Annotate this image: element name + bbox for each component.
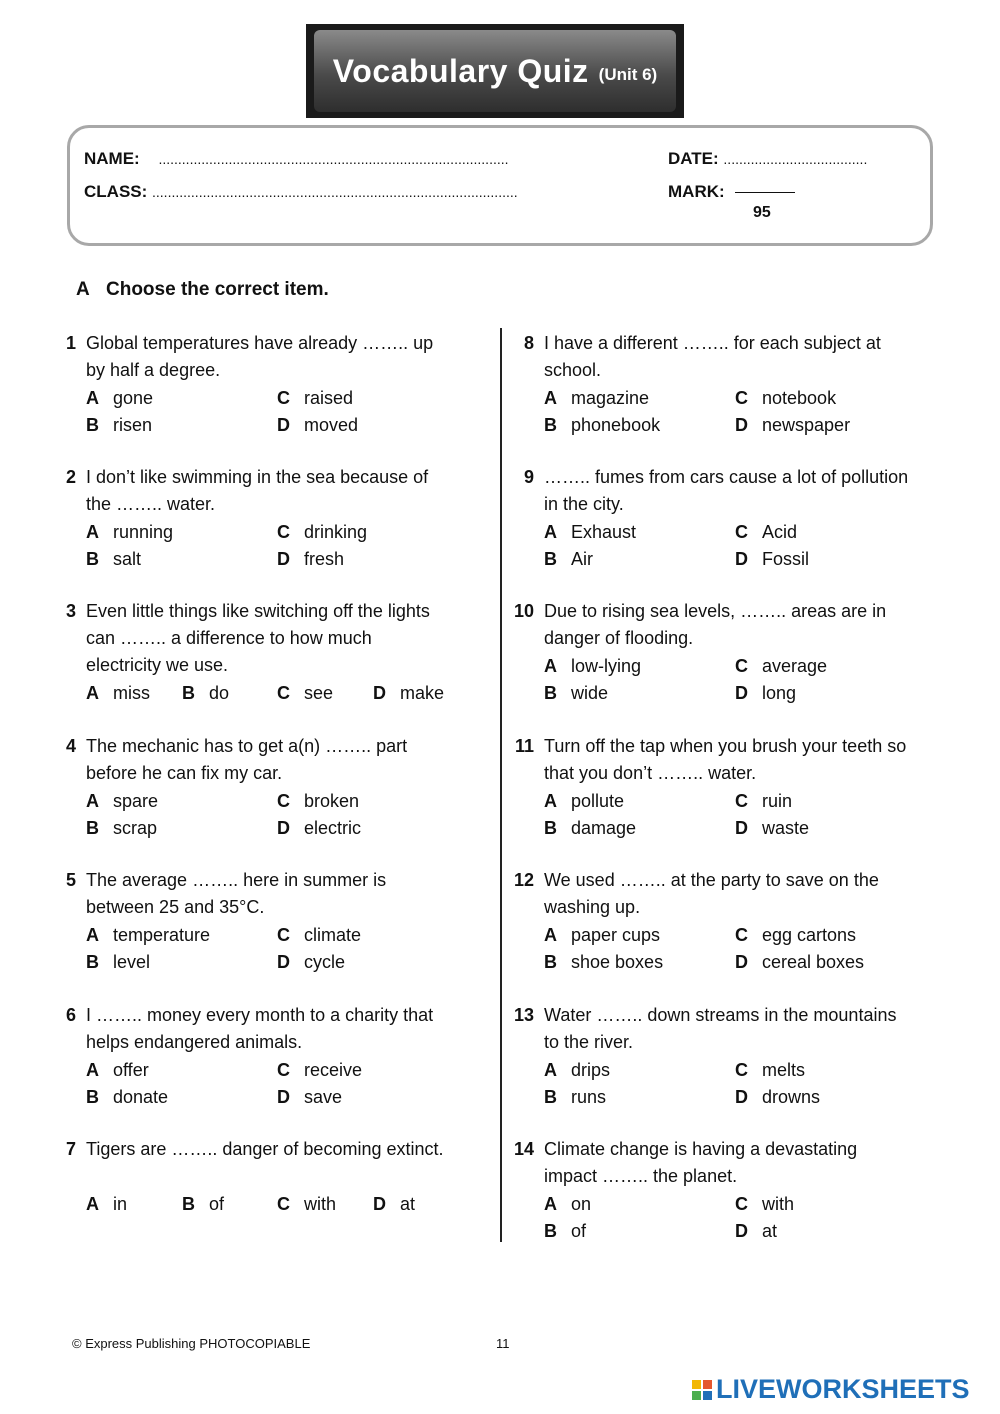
- option-text: in: [113, 1194, 128, 1214]
- page-number: 11: [496, 1336, 510, 1351]
- option-c[interactable]: [735, 519, 797, 546]
- option-letter: B: [544, 952, 557, 972]
- section-heading: [76, 279, 329, 301]
- option-d[interactable]: [735, 1218, 777, 1245]
- option-letter: B: [86, 818, 99, 838]
- option-d[interactable]: [373, 680, 444, 707]
- section-instruction: Choose the correct item.: [106, 279, 329, 300]
- option-text: climate: [304, 925, 362, 945]
- liveworksheets-logo: [692, 1374, 970, 1405]
- option-letter: B: [544, 818, 557, 838]
- option-text: with: [762, 1194, 795, 1214]
- option-text: damage: [571, 818, 637, 838]
- option-letter: C: [735, 925, 748, 945]
- option-text: offer: [113, 1060, 149, 1080]
- option-text: pollute: [571, 791, 625, 811]
- option-letter: A: [86, 1060, 99, 1080]
- option-letter: D: [735, 415, 748, 435]
- option-letter: D: [277, 549, 290, 569]
- option-text: make: [400, 683, 445, 703]
- option-letter: A: [86, 791, 99, 811]
- option-letter: A: [544, 925, 557, 945]
- option-letter: C: [735, 388, 748, 408]
- question-number: 9: [523, 467, 534, 487]
- option-letter: D: [277, 415, 290, 435]
- option-letter: D: [277, 818, 290, 838]
- option-text: Exhaust: [571, 522, 637, 542]
- option-b[interactable]: [544, 680, 608, 707]
- option-letter: D: [277, 1087, 290, 1107]
- liveworksheets-icon: [692, 1380, 712, 1400]
- option-text: on: [571, 1194, 592, 1214]
- option-text: runs: [571, 1087, 607, 1107]
- option-letter: D: [735, 818, 748, 838]
- option-b[interactable]: [86, 949, 150, 976]
- question-number: 10: [513, 601, 534, 621]
- option-d[interactable]: [277, 412, 358, 439]
- option-a[interactable]: [544, 653, 641, 680]
- option-d[interactable]: [735, 1084, 820, 1111]
- option-text: cereal boxes: [762, 952, 865, 972]
- option-c[interactable]: [277, 519, 367, 546]
- option-d[interactable]: [373, 1191, 415, 1218]
- option-text: moved: [304, 415, 359, 435]
- question-number: 7: [65, 1139, 76, 1159]
- option-letter: B: [544, 683, 557, 703]
- date-field[interactable]: .....................................: [723, 151, 868, 167]
- option-letter: D: [735, 1221, 748, 1241]
- option-d[interactable]: [277, 815, 361, 842]
- option-text: at: [400, 1194, 416, 1214]
- option-letter: C: [277, 925, 290, 945]
- option-b[interactable]: [544, 1084, 606, 1111]
- option-c[interactable]: [735, 788, 792, 815]
- question-text: We used …….. at the party to save on the washing up.: [544, 870, 879, 917]
- option-text: running: [113, 522, 174, 542]
- question-number: 2: [65, 467, 76, 487]
- name-label: NAME:: [84, 149, 140, 168]
- option-text: scrap: [113, 818, 158, 838]
- name-field[interactable]: ..........................................................................................: [158, 151, 509, 167]
- option-letter: C: [277, 388, 290, 408]
- option-text: spare: [113, 791, 159, 811]
- option-letter: A: [544, 656, 557, 676]
- question-text: Climate change is having a devastating impact …….. the planet.: [544, 1139, 858, 1186]
- option-text: drips: [571, 1060, 611, 1080]
- option-letter: D: [277, 952, 290, 972]
- question-text: Global temperatures have already …….. up by half a degree.: [86, 333, 434, 380]
- option-d[interactable]: [735, 949, 864, 976]
- option-text: miss: [113, 683, 150, 703]
- name-row: [84, 149, 509, 169]
- option-b[interactable]: [86, 412, 152, 439]
- option-letter: C: [735, 522, 748, 542]
- option-letter: A: [86, 522, 99, 542]
- class-field[interactable]: ..............................................................................................: [152, 184, 518, 200]
- option-d[interactable]: [277, 1084, 342, 1111]
- option-text: magazine: [571, 388, 650, 408]
- question-text: The mechanic has to get a(n) …….. part before he can fix my car.: [86, 736, 408, 783]
- option-d[interactable]: [735, 680, 796, 707]
- option-b[interactable]: [544, 546, 593, 573]
- option-b[interactable]: [544, 815, 636, 842]
- mark-label: MARK:: [668, 182, 725, 201]
- question-text: Tigers are …….. danger of becoming extinct.: [86, 1139, 444, 1159]
- option-text: broken: [304, 791, 360, 811]
- option-c[interactable]: [277, 680, 333, 707]
- option-letter: A: [544, 522, 557, 542]
- question-number: 3: [65, 601, 76, 621]
- quiz-title: Vocabulary Quiz: [332, 52, 589, 89]
- option-text: wide: [571, 683, 609, 703]
- option-text: of: [209, 1194, 225, 1214]
- option-text: melts: [762, 1060, 806, 1080]
- option-text: long: [762, 683, 797, 703]
- option-letter: B: [544, 1221, 557, 1241]
- option-a[interactable]: [544, 1057, 610, 1084]
- option-letter: A: [544, 791, 557, 811]
- option-letter: A: [86, 683, 99, 703]
- option-text: Air: [571, 549, 593, 569]
- quiz-title-banner: [306, 24, 684, 118]
- option-a[interactable]: [86, 788, 158, 815]
- option-text: notebook: [762, 388, 837, 408]
- option-text: newspaper: [762, 415, 851, 435]
- class-label: CLASS:: [84, 182, 148, 201]
- question-text: …….. fumes from cars cause a lot of pollution in the city.: [544, 467, 909, 514]
- option-letter: B: [86, 549, 99, 569]
- option-text: cycle: [304, 952, 346, 972]
- option-b[interactable]: [182, 680, 229, 707]
- option-text: average: [762, 656, 828, 676]
- question-number: 14: [513, 1139, 534, 1159]
- option-b[interactable]: [544, 412, 660, 439]
- option-letter: A: [86, 925, 99, 945]
- option-text: electric: [304, 818, 362, 838]
- question-number: 6: [65, 1005, 76, 1025]
- option-letter: B: [86, 952, 99, 972]
- option-text: do: [209, 683, 230, 703]
- option-a[interactable]: [544, 519, 636, 546]
- option-text: phonebook: [571, 415, 661, 435]
- option-text: paper cups: [571, 925, 661, 945]
- question-text: Due to rising sea levels, …….. areas are in danger of flooding.: [544, 601, 887, 648]
- option-text: waste: [762, 818, 810, 838]
- option-d[interactable]: [735, 815, 809, 842]
- option-letter: C: [735, 656, 748, 676]
- option-b[interactable]: [86, 815, 157, 842]
- option-b[interactable]: [86, 1084, 168, 1111]
- question-number: 11: [514, 736, 534, 756]
- option-letter: C: [277, 1194, 290, 1214]
- option-text: of: [571, 1221, 587, 1241]
- option-c[interactable]: [277, 1191, 336, 1218]
- question-text: The average …….. here in summer is between 25 and 35°C.: [86, 870, 387, 917]
- option-text: gone: [113, 388, 154, 408]
- option-letter: B: [86, 415, 99, 435]
- option-c[interactable]: [735, 1057, 805, 1084]
- question-text: Even little things like switching off the lights can …….. a difference to how much electricity we use.: [86, 601, 430, 675]
- option-letter: A: [86, 1194, 99, 1214]
- question-number: 5: [65, 870, 76, 890]
- option-letter: C: [735, 1060, 748, 1080]
- option-a[interactable]: [86, 519, 173, 546]
- question-number: 12: [513, 870, 534, 890]
- option-c[interactable]: [735, 653, 827, 680]
- option-c[interactable]: [277, 385, 353, 412]
- option-letter: D: [735, 952, 748, 972]
- mark-total: 95: [753, 204, 771, 221]
- mark-row: [668, 182, 795, 202]
- option-text: see: [304, 683, 334, 703]
- question-text: Turn off the tap when you brush your teeth so that you don’t …….. water.: [544, 736, 907, 783]
- option-text: salt: [113, 549, 142, 569]
- student-info-box: [67, 125, 933, 246]
- option-text: Acid: [762, 522, 798, 542]
- option-text: fresh: [304, 549, 345, 569]
- question-number: 8: [523, 333, 534, 353]
- question-text: I don’t like swimming in the sea because of the …….. water.: [86, 467, 429, 514]
- option-letter: B: [544, 415, 557, 435]
- option-a[interactable]: [544, 922, 660, 949]
- option-a[interactable]: [86, 922, 210, 949]
- option-letter: D: [373, 683, 386, 703]
- option-letter: C: [277, 1060, 290, 1080]
- option-c[interactable]: [735, 385, 836, 412]
- option-a[interactable]: [544, 1191, 591, 1218]
- option-letter: B: [86, 1087, 99, 1107]
- brand-name: LIVEWORKSHEETS: [716, 1374, 970, 1404]
- option-text: egg cartons: [762, 925, 857, 945]
- question-number: 4: [65, 736, 76, 756]
- option-b[interactable]: [544, 949, 663, 976]
- option-text: temperature: [113, 925, 211, 945]
- option-letter: B: [182, 1194, 195, 1214]
- option-letter: A: [544, 388, 557, 408]
- question-number: 1: [65, 333, 76, 353]
- unit-label: (Unit 6): [598, 65, 658, 84]
- option-a[interactable]: [86, 1191, 127, 1218]
- option-text: Fossil: [762, 549, 810, 569]
- option-d[interactable]: [735, 546, 809, 573]
- option-d[interactable]: [277, 546, 344, 573]
- option-text: ruin: [762, 791, 793, 811]
- option-text: receive: [304, 1060, 363, 1080]
- option-c[interactable]: [735, 922, 856, 949]
- option-text: save: [304, 1087, 343, 1107]
- option-letter: C: [735, 791, 748, 811]
- question-text: Water …….. down streams in the mountains to the river.: [544, 1005, 897, 1052]
- option-text: shoe boxes: [571, 952, 664, 972]
- option-text: risen: [113, 415, 153, 435]
- option-a[interactable]: [86, 1057, 149, 1084]
- option-text: level: [113, 952, 151, 972]
- option-c[interactable]: [277, 1057, 362, 1084]
- option-letter: C: [735, 1194, 748, 1214]
- option-a[interactable]: [86, 385, 153, 412]
- option-b[interactable]: [544, 1218, 586, 1245]
- option-d[interactable]: [277, 949, 345, 976]
- option-letter: C: [277, 522, 290, 542]
- option-d[interactable]: [735, 412, 850, 439]
- option-a[interactable]: [544, 385, 649, 412]
- option-letter: D: [735, 683, 748, 703]
- option-letter: D: [735, 1087, 748, 1107]
- date-row: [668, 149, 867, 169]
- option-letter: B: [544, 1087, 557, 1107]
- option-a[interactable]: [86, 680, 150, 707]
- option-a[interactable]: [544, 788, 624, 815]
- option-letter: A: [86, 388, 99, 408]
- option-letter: A: [544, 1060, 557, 1080]
- class-row: [84, 182, 518, 202]
- question-text: I have a different …….. for each subject at school.: [544, 333, 881, 380]
- option-letter: C: [277, 683, 290, 703]
- option-text: raised: [304, 388, 354, 408]
- column-divider: [500, 328, 502, 1242]
- option-c[interactable]: [277, 922, 361, 949]
- option-letter: D: [735, 549, 748, 569]
- copyright: © Express Publishing PHOTOCOPIABLE: [72, 1336, 311, 1351]
- option-text: low-lying: [571, 656, 642, 676]
- option-text: drinking: [304, 522, 368, 542]
- option-letter: D: [373, 1194, 386, 1214]
- option-text: at: [762, 1221, 778, 1241]
- option-text: with: [304, 1194, 337, 1214]
- question-text: I …….. money every month to a charity that helps endangered animals.: [86, 1005, 434, 1052]
- option-text: drowns: [762, 1087, 821, 1107]
- option-b[interactable]: [182, 1191, 224, 1218]
- date-label: DATE:: [668, 149, 719, 168]
- option-text: donate: [113, 1087, 169, 1107]
- option-c[interactable]: [277, 788, 359, 815]
- option-letter: B: [182, 683, 195, 703]
- option-letter: C: [277, 791, 290, 811]
- section-letter: A: [76, 279, 90, 300]
- option-c[interactable]: [735, 1191, 794, 1218]
- question-number: 13: [513, 1005, 534, 1025]
- option-letter: B: [544, 549, 557, 569]
- option-b[interactable]: [86, 546, 141, 573]
- option-letter: A: [544, 1194, 557, 1214]
- mark-fraction-line: [735, 192, 795, 193]
